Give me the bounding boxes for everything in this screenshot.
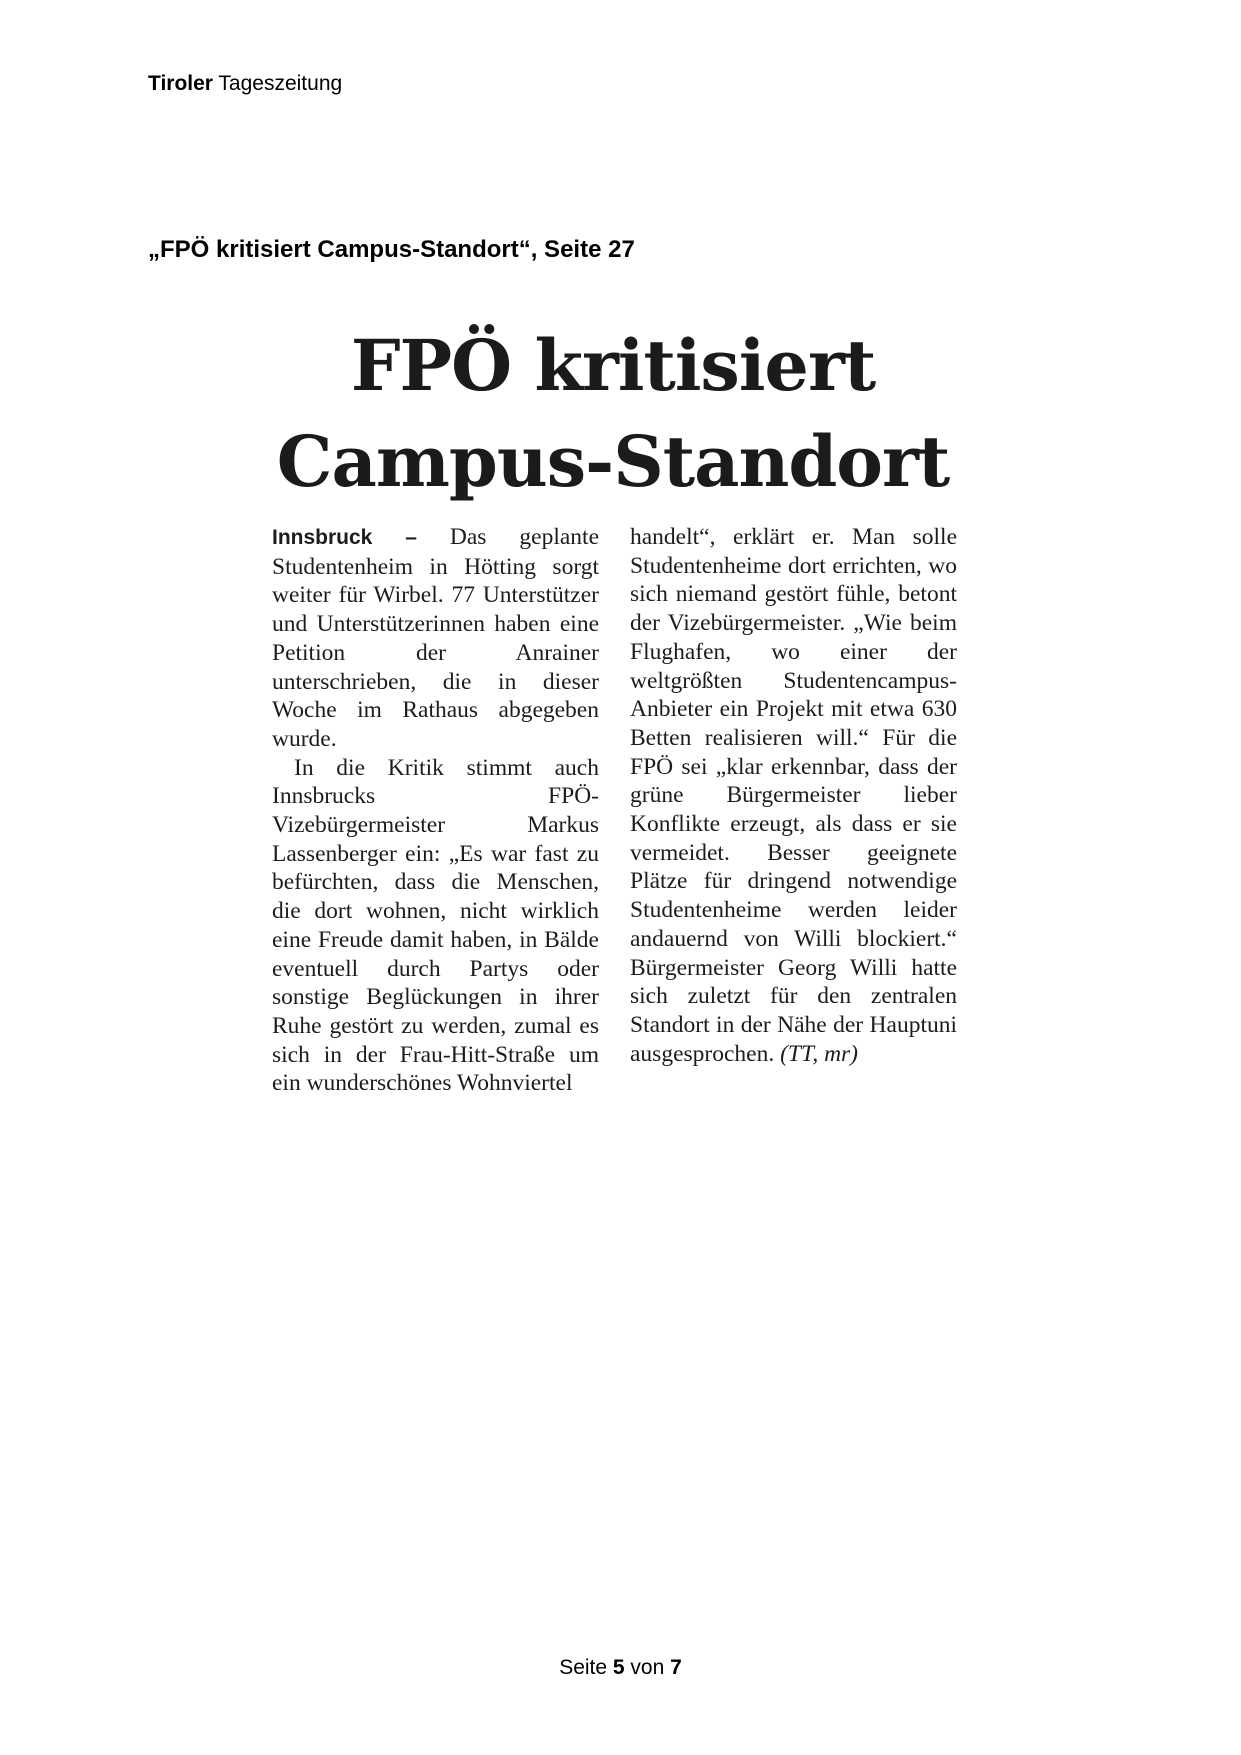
publication-name-bold: Tiroler — [148, 72, 213, 95]
publication-name-rest: Tageszeitung — [212, 72, 343, 95]
current-page: 5 — [612, 1656, 625, 1679]
dateline: Innsbruck – — [272, 526, 417, 549]
paragraph-1-text: Das geplante Studentenheim in Hötting sorgt weiter für Wirbel. 77 Unterstützer und Unterstützerinnen haben eine Petition der Anrainer unterschrieben, die in dieser Woche im Rathaus abgegeben wurde. — [272, 524, 600, 752]
headline-line-1: FPÖ kritisiert — [350, 324, 876, 407]
paragraph-1 — [272, 523, 599, 754]
author-credit: (TT, mr) — [780, 1040, 859, 1067]
article-body — [272, 523, 957, 1098]
paragraph-3 — [630, 523, 957, 1068]
paragraph-3-text: handelt“, erklärt er. Man solle Studentenheime dort errichten, wo sich niemand gestört fühle, betont der Vizebürgermeister. „Wie beim Flughafen, wo einer der weltgrößten Studentencampus-Anbieter ein Projekt mit etwa 630 Betten realisieren will.“ Für die FPÖ sei „klar erkennbar, dass der grüne Bürgermeister lieber Konflikte erzeugt, als dass er sie vermeidet. Besser geeignete Plätze für dringend notwendige Studentenheime werden leider andauernd von Willi blockiert.“ Bürgermeister Georg Willi hatte sich zuletzt für den zentralen Standort in der Nähe der Hauptuni ausgesprochen. — [630, 524, 957, 1067]
publication-name — [148, 72, 342, 96]
total-pages: 7 — [670, 1656, 682, 1679]
newspaper-clipping — [268, 318, 958, 1138]
article-column-1 — [272, 523, 599, 1098]
article-headline — [268, 318, 958, 510]
page-middle: von — [624, 1656, 671, 1679]
paragraph-2: In die Kritik stimmt auch Innsbrucks FPÖ-Vizebürgermeister Markus Lassenberger ein: „Es war fast zu befürchten, dass die Menschen, die dort wohnen, nicht wirklich eine Freude damit haben, in Bälde eventuell durch Partys oder sonstige Beglückungen in ihrer Ruhe gestört zu werden, zumal es sich in der Frau-Hitt-Straße um ein wunderschönes Wohnviertel — [272, 754, 599, 1097]
page-number — [0, 1656, 1241, 1680]
page-prefix: Seite — [559, 1656, 613, 1679]
headline-line-2: Campus-Standort — [276, 420, 950, 503]
article-reference: „FPÖ kritisiert Campus-Standort“, Seite 27 — [148, 236, 635, 263]
article-column-2 — [630, 523, 957, 1098]
